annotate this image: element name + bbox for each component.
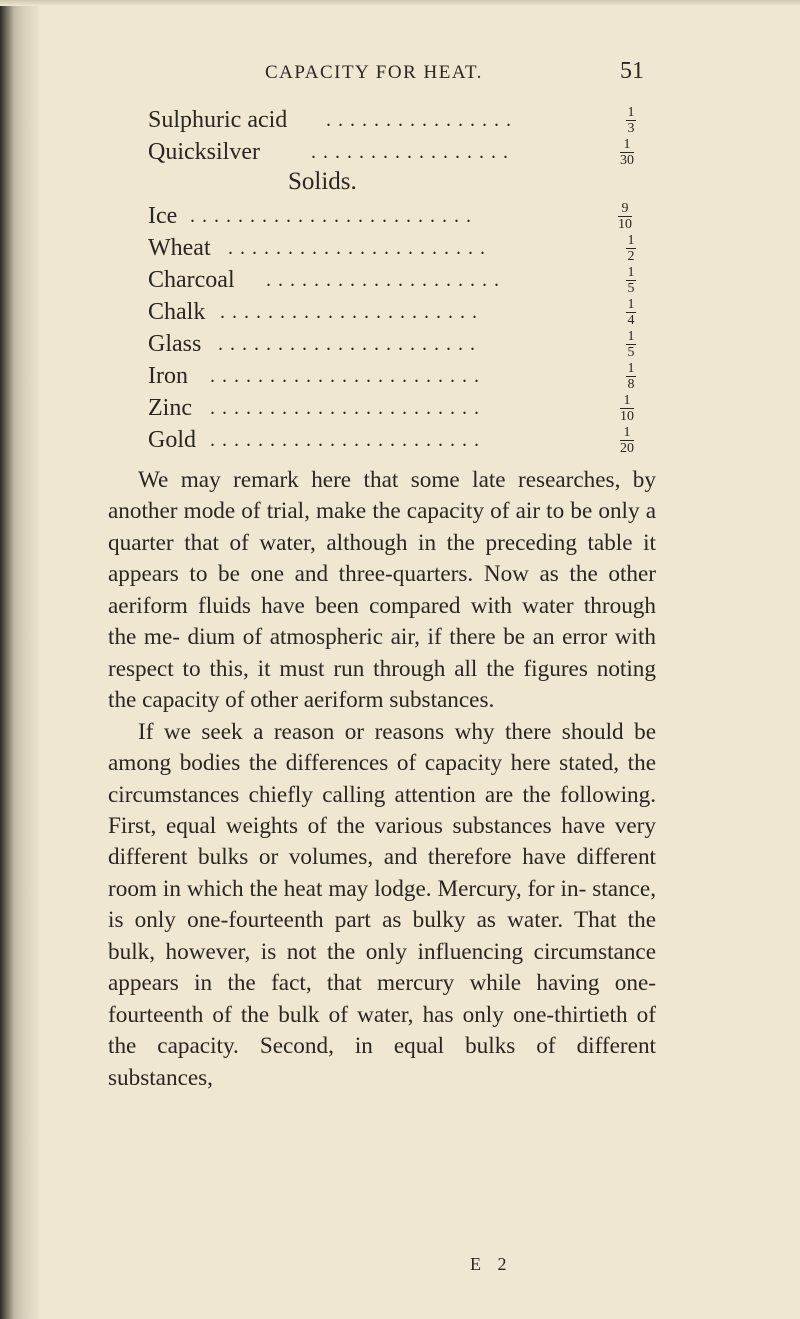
table-row: [148, 200, 648, 232]
leader-dots: . . . . . . . . . . . . . . . . . . . . . . . .: [190, 205, 472, 227]
capacity-fraction: 1 3: [627, 105, 635, 137]
capacity-fraction: 1 5: [627, 265, 635, 297]
table-row: [148, 264, 648, 296]
signature-mark: E 2: [470, 1254, 513, 1274]
page-top-edge: [0, 0, 800, 6]
leader-dots: . . . . . . . . . . . . . . . . . . . . . . .: [210, 365, 480, 387]
body-text: [108, 465, 656, 1094]
capacity-fraction: 1 20: [620, 425, 634, 457]
substance-name: Iron: [148, 363, 188, 389]
book-binding-shadow: [0, 0, 38, 1319]
table-row: [148, 392, 648, 424]
leader-dots: . . . . . . . . . . . . . . . . . . . . . .: [228, 237, 486, 259]
substance-name: Chalk: [148, 299, 206, 325]
capacity-fraction: 1 30: [620, 137, 634, 169]
substance-name: Sulphuric acid: [148, 107, 288, 133]
paragraph: We may remark here that some late researches, by another mode of trial, make the capacity of air to be only a quarter that of water, although in the preceding table it appears to be one and three-quarters. Now as the other aeriform fluids have been compared with water through the me- dium of atmospheric air, if there be an error with respect to this, it must run through all the figures noting the capacity of other aeriform substances.: [108, 467, 656, 714]
table-row: [148, 424, 648, 456]
table-row: [148, 104, 648, 136]
capacity-fraction: 1 10: [620, 393, 634, 425]
capacity-fraction: 9 10: [618, 201, 632, 233]
substance-name: Wheat: [148, 235, 211, 261]
substance-name: Glass: [148, 331, 202, 357]
leader-dots: . . . . . . . . . . . . . . . .: [326, 109, 512, 131]
table-row: [148, 360, 648, 392]
page-header: [0, 58, 800, 92]
capacity-fraction: 1 5: [627, 329, 635, 361]
table-row: [148, 232, 648, 264]
table-row: [148, 136, 648, 168]
leader-dots: . . . . . . . . . . . . . . . . . . . . . .: [220, 301, 478, 323]
leader-dots: . . . . . . . . . . . . . . . . .: [311, 141, 509, 163]
table-row: [148, 296, 648, 328]
substance-name: Quicksilver: [148, 139, 260, 165]
running-title: CAPACITY FOR HEAT.: [265, 62, 483, 83]
leader-dots: . . . . . . . . . . . . . . . . . . . . . . .: [210, 397, 480, 419]
paragraph: If we seek a reason or reasons why there should be among bodies the differences of capacity here stated, the circumstances chiefly calling attention are the following. First, equal weights of the various substances have very different bulks or volumes, and therefore have different room in which the heat may lodge. Mercury, for in- stance, is only one-fourteenth part as bulky as water. That the bulk, however, is not the only influencing circumstance appears in the fact, that mercury while having one-fourteenth of the bulk of water, has only one-thirtieth of the capacity. Second, in equal bulks of different substances,: [108, 718, 656, 1091]
substance-name: Charcoal: [148, 267, 235, 293]
substance-name: Gold: [148, 427, 196, 453]
leader-dots: . . . . . . . . . . . . . . . . . . . .: [266, 269, 500, 291]
capacity-fraction: 1 4: [627, 297, 635, 329]
substance-name: Ice: [148, 203, 178, 229]
leader-dots: . . . . . . . . . . . . . . . . . . . . . . .: [210, 429, 480, 451]
page-number: 51: [620, 58, 644, 84]
capacity-fraction: 1 8: [627, 361, 635, 393]
table-row: [148, 328, 648, 360]
capacity-fraction: 1 2: [627, 233, 635, 265]
substance-name: Zinc: [148, 395, 192, 421]
leader-dots: . . . . . . . . . . . . . . . . . . . . . .: [218, 333, 476, 355]
